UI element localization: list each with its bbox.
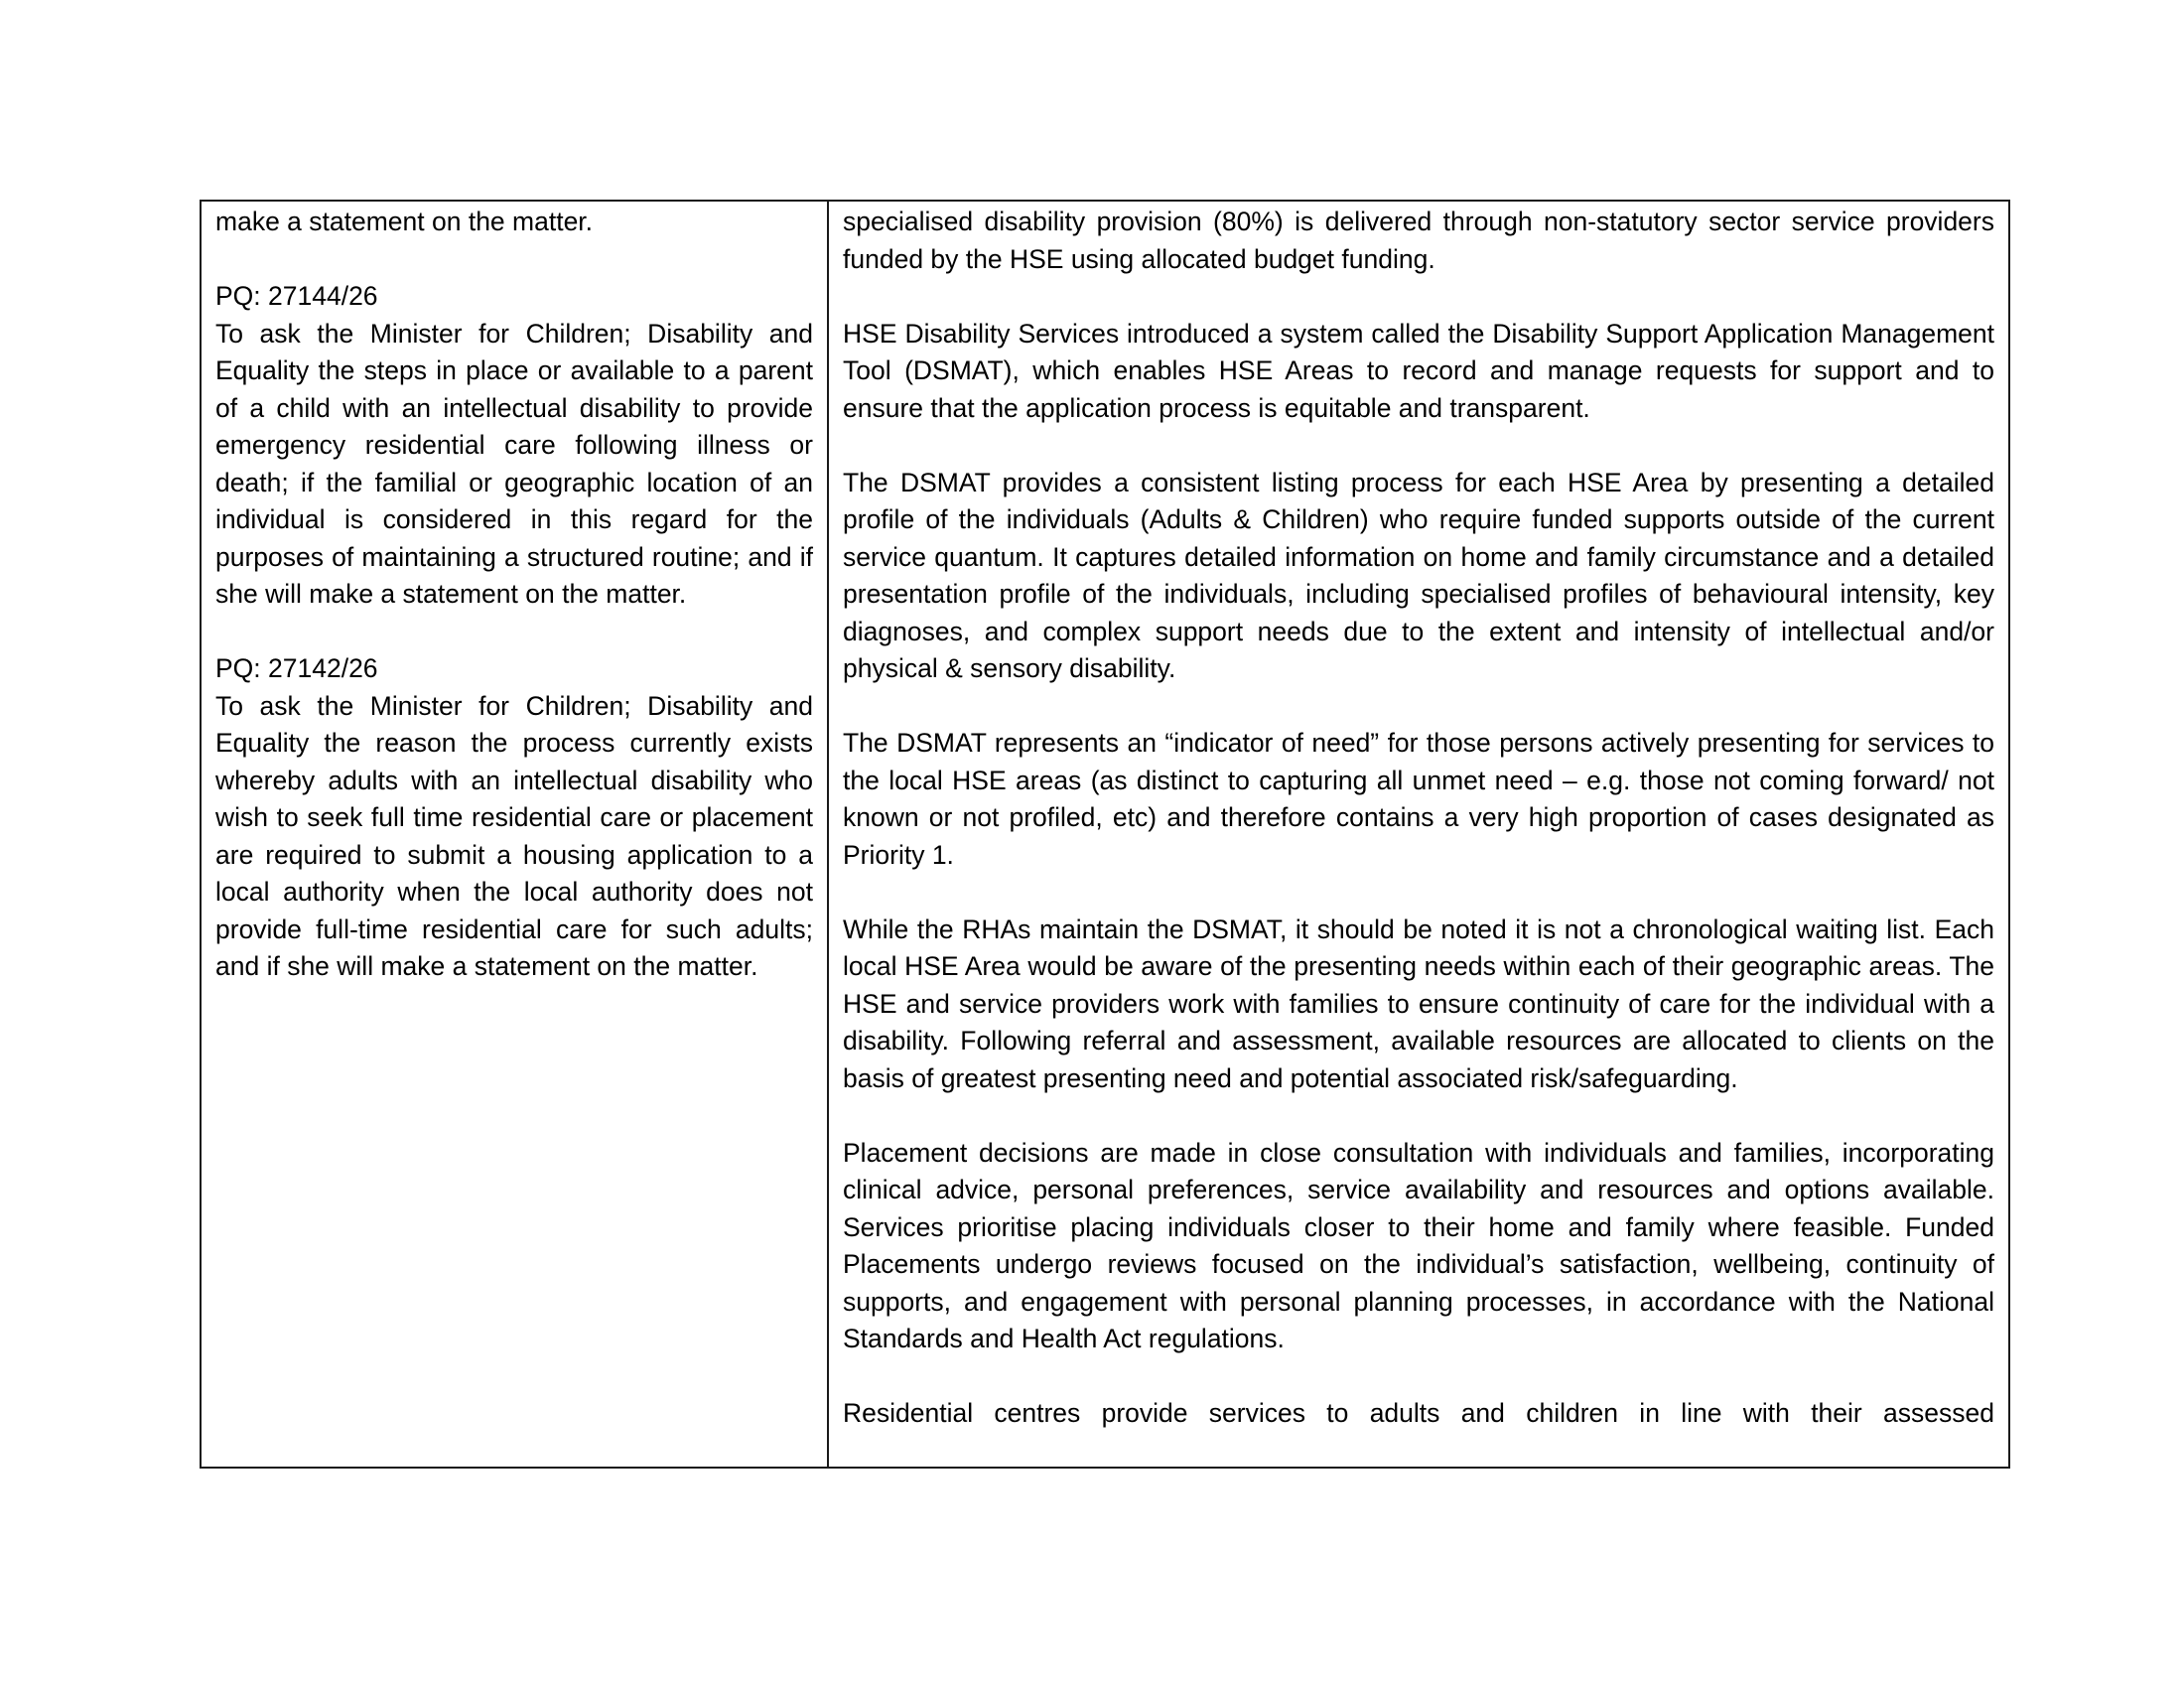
spacer	[843, 1097, 1994, 1135]
question-text: To ask the Minister for Children; Disability and Equality the steps in place or available to a parent of a child with an intellectual disability to provide emergency residential care following illness or death; if the familial or geographic location of an individual is considered in this regard for the purposes of maintaining a structured routine; and if she will make a statement on the matter.	[215, 318, 813, 609]
spacer	[843, 688, 1994, 726]
answer-paragraph: The DSMAT represents an “indicator of need” for those persons actively presenting for services to the local HSE areas (as distinct to capturing all unmet need – e.g. those not coming forward/ not known or not profiled, etc) and therefore contains a very high proportion of cases designated as Priority 1.	[843, 728, 1994, 870]
questions-column	[202, 202, 829, 1467]
spacer	[843, 1358, 1994, 1396]
answer-paragraph: Placement decisions are made in close consultation with individuals and families, incorporating clinical advice, personal preferences, service availability and resources and options available. Services prioritise placing individuals closer to their home and family where feasible. Funded Placements undergo reviews focused on the individual’s satisfaction, wellbeing, continuity of supports, and engagement with personal planning processes, in accordance with the National Standards and Health Act regulations.	[843, 1137, 1994, 1353]
answer-trailing-line: Residential centres provide services to adults and children in line with their assessed	[843, 1398, 1994, 1428]
spacer	[215, 614, 813, 651]
answer-paragraph: HSE Disability Services introduced a system called the Disability Support Application Management Tool (DSMAT), which enables HSE Areas to record and manage requests for support and to ensure that the application process is equitable and transparent.	[843, 318, 1994, 423]
answer-column	[829, 202, 2008, 1467]
question-ref: PQ: 27142/26	[215, 653, 378, 683]
question-text: To ask the Minister for Children; Disability and Equality the reason the process currently exists whereby adults with an intellectual disability who wish to seek full time residential care or placement are required to submit a housing application to a local authority when the local authority does not provide full-time residential care for such adults; and if she will make a statement on the matter.	[215, 690, 813, 981]
answer-paragraph: The DSMAT provides a consistent listing process for each HSE Area by presenting a detailed profile of the individuals (Adults & Children) who require funded supports outside of the current service quantum. It captures detailed information on home and family circumstance and a detailed presentation profile of the individuals, including specialised profiles of behavioural intensity, key diagnoses, and complex support needs due to the extent and intensity of intellectual and/or physical & sensory disability.	[843, 467, 1994, 683]
answer-paragraph: While the RHAs maintain the DSMAT, it should be noted it is not a chronological waiting list. Each local HSE Area would be aware of the presenting needs within each of their geographic areas. The HSE and service providers work with families to ensure continuity of care for the individual with a disability. Following referral and assessment, available resources are allocated to clients on the basis of greatest presenting need and potential associated risk/safeguarding.	[843, 914, 1994, 1093]
spacer	[843, 278, 1994, 316]
answer-table	[200, 200, 2010, 1469]
question-intro-fragment: make a statement on the matter.	[215, 207, 594, 236]
spacer	[843, 874, 1994, 912]
question-ref: PQ: 27144/26	[215, 281, 378, 311]
spacer	[215, 241, 813, 279]
spacer	[843, 427, 1994, 465]
answer-paragraph: specialised disability provision (80%) is delivered through non-statutory sector service providers funded by the HSE using allocated budget funding.	[843, 207, 1994, 274]
